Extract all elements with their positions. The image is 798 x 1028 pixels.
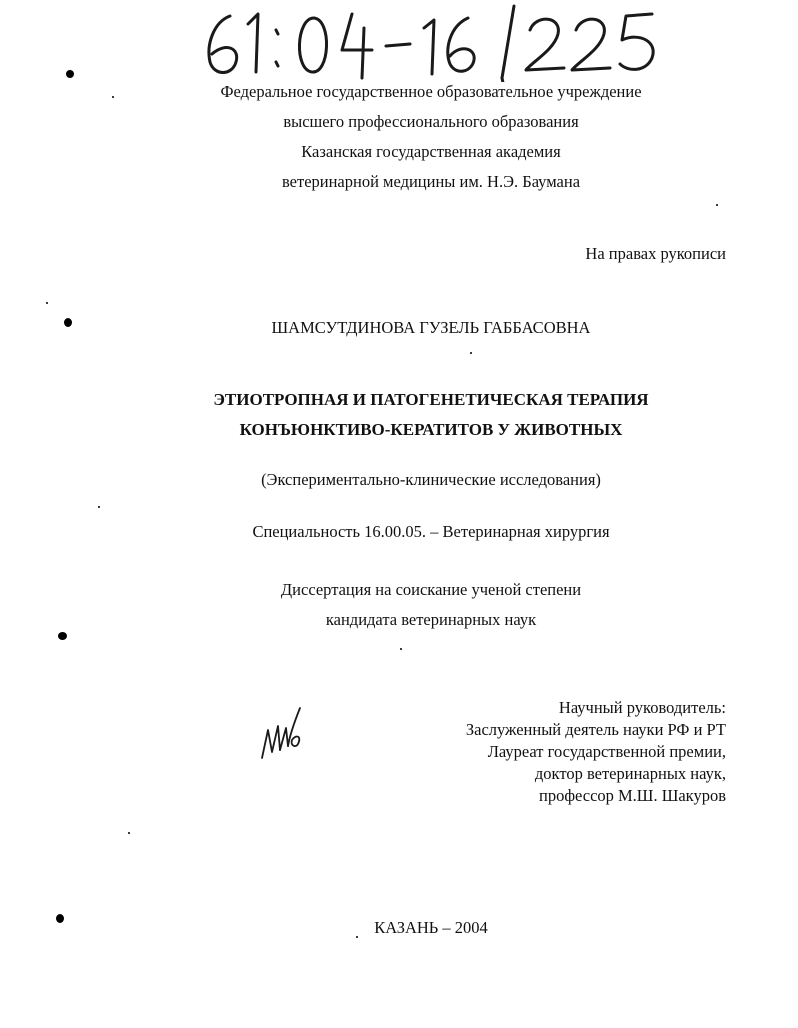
scan-speck — [58, 632, 67, 640]
institution-line-1: Федеральное государственное образовательное учреждение — [220, 82, 642, 101]
title-line-1: ЭТИОТРОПНАЯ И ПАТОГЕНЕТИЧЕСКАЯ ТЕРАПИЯ — [213, 390, 649, 409]
scan-speck — [716, 204, 718, 206]
subtitle: (Экспериментально-клинические исследования) — [261, 470, 601, 489]
dissertation-line-1: Диссертация на соискание ученой степени — [280, 580, 582, 599]
handwritten-archive-number — [196, 0, 666, 82]
supervisor-line-2: Лауреат государственной премии, — [487, 742, 726, 761]
scan-speck — [46, 302, 48, 304]
supervisor-label: Научный руководитель: — [558, 698, 726, 717]
institution-line-4: ветеринарной медицины им. Н.Э. Баумана — [281, 172, 581, 191]
scan-speck — [64, 318, 72, 327]
title-line-2: КОНЪЮНКТИВО-КЕРАТИТОВ У ЖИВОТНЫХ — [239, 420, 623, 439]
supervisor-line-1: Заслуженный деятель науки РФ и РТ — [465, 720, 726, 739]
handwritten-initials — [256, 700, 306, 762]
author-name: ШАМСУТДИНОВА ГУЗЕЛЬ ГАББАСОВНА — [271, 318, 591, 337]
scan-speck — [66, 70, 74, 78]
scan-speck — [128, 832, 130, 834]
specialty: Специальность 16.00.05. – Ветеринарная хирургия — [252, 522, 610, 541]
place-and-year: КАЗАНЬ – 2004 — [374, 918, 488, 937]
scan-speck — [56, 914, 64, 923]
dissertation-line-2: кандидата ветеринарных наук — [325, 610, 537, 629]
scan-speck — [112, 96, 114, 98]
institution-line-3: Казанская государственная академия — [301, 142, 561, 161]
supervisor-line-4: профессор М.Ш. Шакуров — [538, 786, 726, 805]
scan-speck — [400, 648, 402, 650]
institution-line-2: высшего профессионального образования — [283, 112, 579, 131]
supervisor-line-3: доктор ветеринарных наук, — [534, 764, 726, 783]
scan-speck — [98, 506, 100, 508]
scan-speck — [470, 352, 472, 354]
manuscript-rights: На правах рукописи — [585, 244, 726, 263]
scan-speck — [356, 936, 358, 938]
